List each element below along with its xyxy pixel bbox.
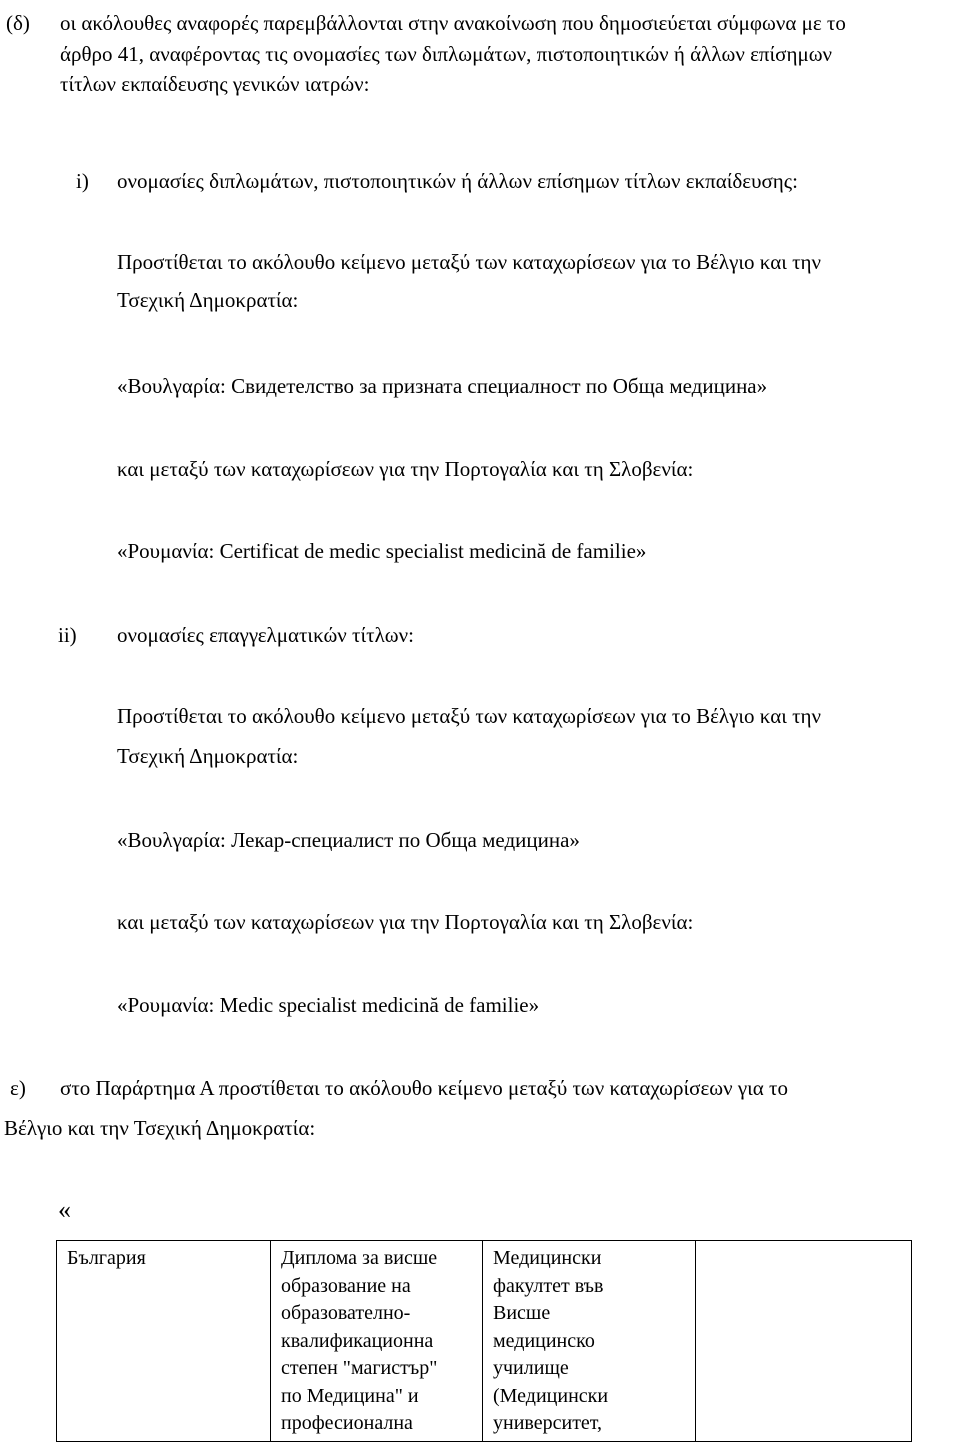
item-ii-between-text: και μεταξύ των καταχωρίσεων για την Πορτογαλία και τη Σλοβενία:	[117, 910, 694, 934]
diploma-line: степен "магистър"	[281, 1357, 438, 1379]
opening-quote-mark: «	[58, 1195, 71, 1224]
item-i-romania-entry: «Ρουμανία: Certificat de medic specialist medicină de familie»	[117, 539, 647, 563]
table-cell-extra	[696, 1241, 912, 1442]
item-i-insert-line-1: Προστίθεται το ακόλουθο κείμενο μεταξύ των καταχωρίσεων για το Βέλγιο και την	[117, 250, 822, 274]
table-cell-diploma	[271, 1241, 483, 1442]
item-i-label: i)	[76, 169, 89, 193]
table-cell-country	[57, 1241, 271, 1442]
item-i-insert-line-2: Τσεχική Δημοκρατία:	[117, 288, 299, 312]
table-row	[57, 1241, 912, 1442]
item-ii-heading: ονομασίες επαγγελματικών τίτλων:	[117, 623, 414, 647]
institution-line: (Медицински	[493, 1384, 609, 1407]
diploma-line: образование на	[281, 1274, 411, 1297]
paragraph-delta-line-1: οι ακόλουθες αναφορές παρεμβάλλονται στην ανακοίνωση που δημοσιεύεται σύμφωνα με το	[60, 11, 846, 35]
diploma-line: образователно-	[281, 1302, 411, 1324]
item-i-bulgaria-entry: «Βουλγαρία: Свидетелство за призната специалност по Обща медицина»	[117, 374, 768, 398]
diploma-line: квалификационна	[281, 1329, 434, 1352]
paragraph-epsilon-line-1: στο Παράρτημα Α προστίθεται το ακόλουθο κείμενο μεταξύ των καταχωρίσεων για το	[60, 1076, 788, 1100]
institution-line: Медицински	[493, 1247, 602, 1269]
paragraph-epsilon-label: ε)	[10, 1076, 26, 1100]
item-ii-bulgaria-entry: «Βουλγαρία: Лекар-специалист по Обща медицина»	[117, 828, 580, 852]
institution-line: училище	[493, 1357, 569, 1379]
item-i-heading: ονομασίες διπλωμάτων, πιστοποιητικών ή άλλων επίσημων τίτλων εκπαίδευσης:	[117, 169, 798, 193]
diploma-line: Диплома за висше	[281, 1247, 438, 1269]
paragraph-epsilon-line-2: Βέλγιο και την Τσεχική Δημοκρατία:	[4, 1116, 316, 1140]
annex-table	[56, 1240, 912, 1442]
institution-line: университет,	[493, 1412, 603, 1434]
item-ii-romania-entry: «Ρουμανία: Medic specialist medicină de familie»	[117, 993, 540, 1017]
item-i-between-text: και μεταξύ των καταχωρίσεων για την Πορτογαλία και τη Σλοβενία:	[117, 457, 694, 481]
item-ii-insert-line-2: Τσεχική Δημοκρατία:	[117, 744, 299, 768]
item-ii-insert-line-1: Προστίθεται το ακόλουθο κείμενο μεταξύ των καταχωρίσεων για το Βέλγιο και την	[117, 704, 822, 728]
country-name: България	[67, 1247, 146, 1269]
institution-line: Висше	[493, 1302, 551, 1324]
paragraph-delta-line-3: τίτλων εκπαίδευσης γενικών ιατρών:	[60, 72, 370, 96]
item-ii-label: ii)	[58, 623, 77, 647]
institution-line: медицинско	[493, 1329, 595, 1352]
diploma-line: по Медицина" и	[281, 1384, 419, 1407]
institution-line: факултет във	[493, 1274, 604, 1297]
paragraph-delta-line-2: άρθρο 41, αναφέροντας τις ονομασίες των διπλωμάτων, πιστοποιητικών ή άλλων επίσημων	[60, 42, 833, 66]
paragraph-delta-label: (δ)	[6, 11, 30, 35]
table-cell-institution	[483, 1241, 696, 1442]
diploma-line: професионална	[281, 1412, 413, 1434]
